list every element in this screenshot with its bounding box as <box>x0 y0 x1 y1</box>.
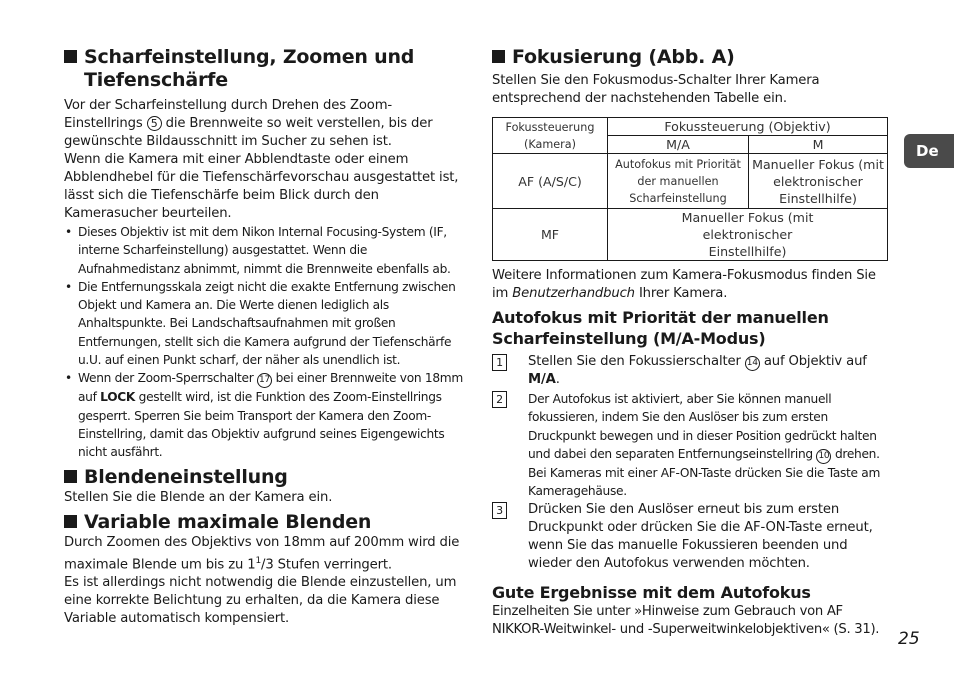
left-column <box>64 46 464 628</box>
square-bullet-icon <box>64 470 77 483</box>
compensation-paragraph: Es ist allerdings nicht notwendig die Blende einzustellen, um eine korrekte Belichtung zu erhalten, da die Kamera diese Variable automatisch kompensiert. <box>64 574 457 626</box>
section-heading-focusing: Fokusierung (Abb. A) <box>492 46 892 69</box>
subheading-ma-mode: Autofokus mit Priorität der manuellen Scharfeinstellung (M/A-Modus) <box>492 308 829 348</box>
zoom-paragraph: Vor der Scharfeinstellung durch Drehen des Zoom-Einstellrings 5 die Brennweite so weit verstellen, bis der gewünschte Bildausschnitt im Sucher zu sehen ist. <box>64 98 433 149</box>
variable-aperture-paragraph: Durch Zoomen des Objektivs von 18mm auf 200mm wird die maximale Blende um bis zu $1^1/3$ Stufen verringert. <box>64 534 460 572</box>
section-heading-focus-zoom: Scharfeinstellung, Zoomen und Tiefenschärfe <box>64 46 464 92</box>
note-item: • Wenn der Zoom-Sperrschalter 17 bei einer Brennweite von 18mm auf LOCK gestellt wird, ist die Funktion des Zoom-Einstellrings gesperrt. Sperren Sie beim Transport der Kamera den Zoom-Einstellring, damit das Objektiv aufgrund seines Eigengewichts nicht ausfährt. <box>64 369 464 461</box>
step-item: 1 Stellen Sie den Fokussierschalter 14 auf Objektiv auf M/A. <box>492 353 892 389</box>
table-header-camera: Fokussteuerung (Kamera) <box>493 118 608 154</box>
table-cell: Autofokus mit Priorität der manuellen Scharfeinstellung <box>608 154 749 209</box>
table-header-lens: Fokussteuerung (Objektiv) <box>608 118 888 136</box>
square-bullet-icon <box>64 50 77 63</box>
page-number: 25 <box>898 629 920 649</box>
table-row-label: MF <box>493 209 608 261</box>
note-list <box>64 223 464 462</box>
note-item: • Dieses Objektiv ist mit dem Nikon Internal Focusing-System (IF, interne Scharfeinstellung) ausgestattet. Wenn die Aufnahmedistanz abnimmt, nimmt die Brennweite ebenfalls ab. <box>64 223 464 278</box>
square-bullet-icon <box>64 515 77 528</box>
callout-number: 17 <box>257 373 272 388</box>
note-item: • Die Entfernungsskala zeigt nicht die exakte Entfernung zwischen Objekt und Kamera an. Die Werte dienen lediglich als Anhaltspunkte. Bei Landschaftsaufnahmen mit großen Entfernungen, stellt sich die Kamera aufgrund der Tiefenschärfe u.U. auf einen Punkt scharf, der näher als unendlich ist. <box>64 278 464 369</box>
table-col-m: M <box>749 136 888 154</box>
step-item: 2 Der Autofokus ist aktiviert, aber Sie können manuell fokussieren, indem Sie den Auslöser bis zum ersten Druckpunkt bewegen und in dieser Position gedrückt halten und dabei den separaten Entfernungseinstellring 10 drehen. Bei Kameras mit einer AF-ON-Taste drücken Sie die Taste am Kameragehäuse. <box>492 390 892 500</box>
manual-reference: Weitere Informationen zum Kamera-Fokusmodus finden Sie im Benutzerhandbuch Ihrer Kamera. <box>492 268 876 301</box>
square-bullet-icon <box>492 50 505 63</box>
dof-paragraph: Wenn die Kamera mit einer Abblendtaste oder einem Abblendhebel für die Tiefenschärfevorschau ausgestattet ist, lässt sich die Tiefenschärfe beim Blick durch den Kamerasucher beurteilen. <box>64 152 459 221</box>
callout-number: 5 <box>147 116 162 131</box>
callout-number: 14 <box>745 356 760 371</box>
callout-number: 10 <box>816 449 831 464</box>
lock-label: LOCK <box>100 390 136 405</box>
step-item: 3 Drücken Sie den Auslöser erneut bis zum ersten Druckpunkt oder drücken Sie die AF-ON-Taste erneut, wenn Sie das manuelle Fokussieren beenden und wieder den Autofokus verwenden möchten. <box>492 501 892 573</box>
table-cell: Manueller Fokus (mit elektronischer Einstellhilfe) <box>608 209 888 261</box>
focus-mode-table <box>492 117 888 261</box>
step-number: 3 <box>492 502 507 519</box>
section-heading-aperture: Blendeneinstellung <box>64 466 464 489</box>
table-cell: Manueller Fokus (mit elektronischer Einstellhilfe) <box>749 154 888 209</box>
aperture-paragraph: Stellen Sie die Blende an der Kamera ein. <box>64 489 333 505</box>
right-column <box>492 46 892 639</box>
language-tab: De <box>904 134 954 168</box>
focus-mode-intro: Stellen Sie den Fokusmodus-Schalter Ihrer Kamera entsprechend der nachstehenden Tabelle ein. <box>492 73 820 106</box>
subheading-good-results: Gute Ergebnisse mit dem Autofokus <box>492 583 811 603</box>
step-number: 1 <box>492 354 507 371</box>
table-col-ma: M/A <box>608 136 749 154</box>
section-heading-variable-aperture: Variable maximale Blenden <box>64 511 464 534</box>
table-row-label: AF (A/S/C) <box>493 154 608 209</box>
good-results-paragraph: Einzelheiten Sie unter »Hinweise zum Gebrauch von AF NIKKOR-Weitwinkel- und -Superweitwinkelobjektiven« (S. 31). <box>492 604 880 638</box>
step-number: 2 <box>492 391 507 408</box>
